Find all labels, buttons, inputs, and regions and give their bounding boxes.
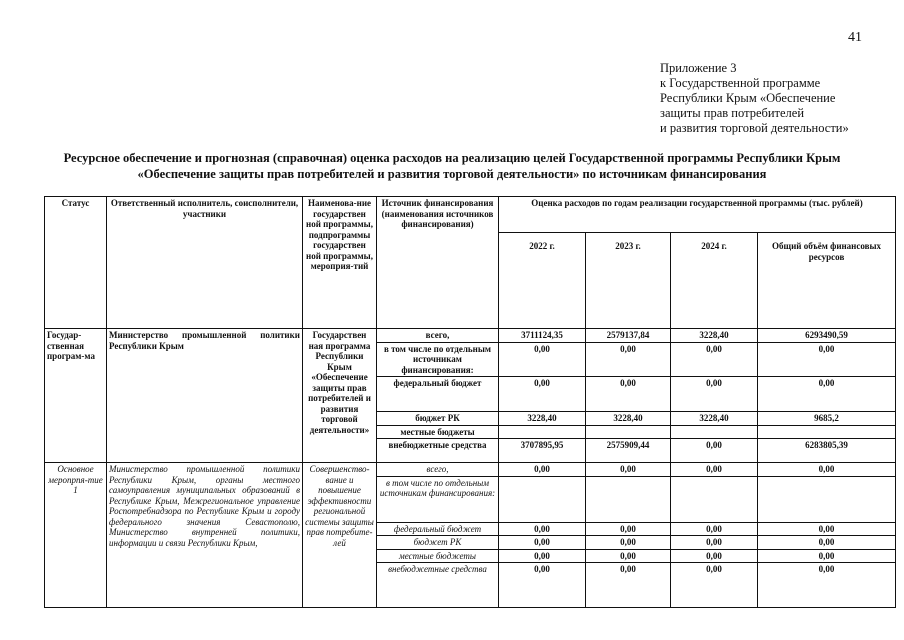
status-cell: Основное меропрпя-тие 1 (45, 463, 107, 608)
value-total-cell: 0,00 (758, 563, 896, 608)
value-2023-cell: 0,00 (586, 563, 671, 608)
header-funding-source: Источник финансирования (наименования источников финансирования) (377, 197, 499, 329)
source-cell: местные бюджеты (377, 425, 499, 439)
appendix-line: к Государственной программе (660, 76, 821, 90)
value-2023-cell: 3228,40 (586, 412, 671, 426)
value-2022-cell: 3228,40 (499, 412, 586, 426)
value-2023-cell: 0,00 (586, 463, 671, 477)
value-total-cell (758, 476, 896, 522)
value-total-cell: 0,00 (758, 522, 896, 536)
header-total: Общий объём финансовых ресурсов (758, 233, 896, 329)
value-total-cell: 0,00 (758, 549, 896, 563)
value-2024-cell: 0,00 (671, 463, 758, 477)
value-2024-cell: 0,00 (671, 439, 758, 463)
header-year-2022: 2022 г. (499, 233, 586, 329)
appendix-line: Республики Крым «Обеспечение (660, 91, 836, 105)
executor-cell: Министерство промышленной политики Республики Крым (107, 329, 303, 463)
header-status: Статус (45, 197, 107, 329)
source-cell: в том числе по отдельным источникам финансирования: (377, 476, 499, 522)
value-total-cell: 6293490,59 (758, 329, 896, 343)
executor-cell: Министерство промышленной политики Республики Крым, органы местного самоуправления муниципальных образований в Республике Крым, Межрегиональное управление Роспотребнадзора по Республике Крым и городу федерального значения Севастополю, Министерство внутренней политики, информации и связи Республики Крым, (107, 463, 303, 608)
source-cell: внебюджетные средства (377, 439, 499, 463)
source-cell: внебюджетные средства (377, 563, 499, 608)
appendix-line: и развития торговой деятельности» (660, 121, 849, 135)
source-cell: бюджет РК (377, 536, 499, 550)
value-total-cell: 9685,2 (758, 412, 896, 426)
value-2024-cell: 0,00 (671, 342, 758, 377)
header-estimate: Оценка расходов по годам реализации государственной программы (тыс. рублей) (499, 197, 896, 233)
value-2023-cell: 0,00 (586, 342, 671, 377)
value-2022-cell: 0,00 (499, 563, 586, 608)
title-line: Ресурсное обеспечение и прогнозная (справочная) оценка расходов на реализацию целей Государственной программы Республики Крым (63, 151, 841, 165)
value-2022-cell: 0,00 (499, 342, 586, 377)
resource-table (44, 196, 896, 608)
value-total-cell: 0,00 (758, 377, 896, 412)
header-year-2024: 2024 г. (671, 233, 758, 329)
value-total-cell (758, 425, 896, 439)
source-cell: в том числе по отдельным источникам финансирования: (377, 342, 499, 377)
value-2023-cell: 0,00 (586, 522, 671, 536)
program-name-cell: Государствен ная программа Республики Крым «Обеспечение защиты прав потребителей и развития торговой деятельности» (303, 329, 377, 463)
value-2023-cell (586, 425, 671, 439)
header-executor: Ответственный исполнитель, соисполнители, участники (107, 197, 303, 329)
header-year-2023: 2023 г. (586, 233, 671, 329)
value-2022-cell: 0,00 (499, 522, 586, 536)
value-2022-cell: 0,00 (499, 463, 586, 477)
value-2023-cell: 2579137,84 (586, 329, 671, 343)
program-name-cell: Совершенство-вание и повышение эффективности региональной системы защиты прав потребите-лей (303, 463, 377, 608)
source-cell: всего, (377, 329, 499, 343)
value-2023-cell (586, 476, 671, 522)
appendix-line: Приложение 3 (660, 61, 737, 75)
value-2023-cell: 2575909,44 (586, 439, 671, 463)
source-cell: федеральный бюджет (377, 377, 499, 412)
source-cell: федеральный бюджет (377, 522, 499, 536)
title-line: «Обеспечение защиты прав потребителей и развития торговой деятельности» по источникам финансирования (137, 167, 767, 181)
value-2023-cell: 0,00 (586, 377, 671, 412)
value-2022-cell: 3707895,95 (499, 439, 586, 463)
value-2022-cell (499, 476, 586, 522)
value-2022-cell: 0,00 (499, 549, 586, 563)
value-2024-cell: 0,00 (671, 536, 758, 550)
value-2024-cell: 0,00 (671, 563, 758, 608)
value-total-cell: 0,00 (758, 463, 896, 477)
page-number: 41 (848, 30, 862, 45)
value-2022-cell: 0,00 (499, 377, 586, 412)
value-2023-cell: 0,00 (586, 549, 671, 563)
header-program-name: Наименова-ние государствен ной программы, подпрограммы государствен ной программы, мероприя-тий (303, 197, 377, 329)
value-2024-cell: 0,00 (671, 522, 758, 536)
value-2022-cell: 0,00 (499, 536, 586, 550)
value-2024-cell (671, 425, 758, 439)
value-2023-cell: 0,00 (586, 536, 671, 550)
value-total-cell: 6283805,39 (758, 439, 896, 463)
value-2022-cell (499, 425, 586, 439)
document-title (0, 150, 904, 182)
value-2024-cell: 3228,40 (671, 329, 758, 343)
source-cell: местные бюджеты (377, 549, 499, 563)
source-cell: бюджет РК (377, 412, 499, 426)
value-total-cell: 0,00 (758, 536, 896, 550)
value-2024-cell (671, 476, 758, 522)
status-cell: Государ-ственная програм-ма (45, 329, 107, 463)
value-2024-cell: 0,00 (671, 377, 758, 412)
value-2022-cell: 3711124,35 (499, 329, 586, 343)
appendix-note (660, 61, 849, 136)
value-2024-cell: 3228,40 (671, 412, 758, 426)
value-2024-cell: 0,00 (671, 549, 758, 563)
value-total-cell: 0,00 (758, 342, 896, 377)
appendix-line: защиты прав потребителей (660, 106, 805, 120)
source-cell: всего, (377, 463, 499, 477)
